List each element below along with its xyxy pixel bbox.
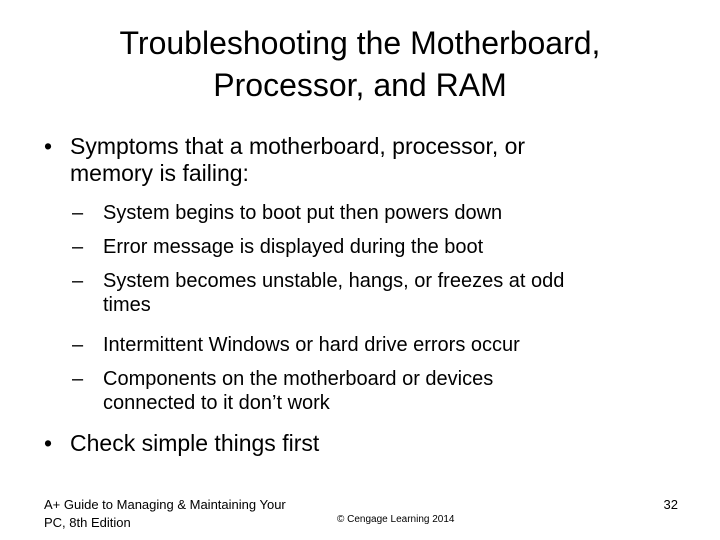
slide-title-line-1: Troubleshooting the Motherboard, [119,25,601,61]
sub-bullet-line-2: times [103,294,151,316]
page-number: 32 [663,497,678,512]
slide-title [60,22,660,106]
sub-bullet-line-1: Components on the motherboard or devices [103,368,494,390]
bullet-text [70,133,630,187]
bullet-text [70,430,630,457]
sub-bullet-mark: – [72,236,84,258]
bullet-mark: • [44,133,53,159]
sub-bullet-text [103,367,663,415]
footer-copyright: © Cengage Learning 2014 [337,514,455,525]
sub-bullet-text [103,333,663,357]
sub-bullet-mark: – [72,334,84,356]
sub-bullet-mark: – [72,368,84,390]
bullet-mark: • [44,430,53,456]
sub-bullet-line-1: Intermittent Windows or hard drive errors occur [103,334,520,356]
footer-book-title [44,496,324,532]
slide-title-line-2: Processor, and RAM [213,67,507,103]
sub-bullet-mark: – [72,202,84,224]
sub-bullet-line-1: Error message is displayed during the boot [103,236,484,258]
footer-book-line-1: A+ Guide to Managing & Maintaining Your [44,497,286,512]
sub-bullet-line-1: System becomes unstable, hangs, or freezes at odd [103,270,565,292]
bullet-text-line-2: memory is failing: [70,160,249,186]
sub-bullet-mark: – [72,270,84,292]
bullet-text-line-1: Check simple things first [70,430,320,456]
sub-bullet-text [103,269,663,317]
sub-bullet-line-2: connected to it don’t work [103,392,330,414]
footer-book-line-2: PC, 8th Edition [44,515,131,530]
sub-bullet-text [103,235,663,259]
sub-bullet-text [103,201,663,225]
bullet-text-line-1: Symptoms that a motherboard, processor, or [70,133,526,159]
sub-bullet-line-1: System begins to boot put then powers down [103,202,503,224]
